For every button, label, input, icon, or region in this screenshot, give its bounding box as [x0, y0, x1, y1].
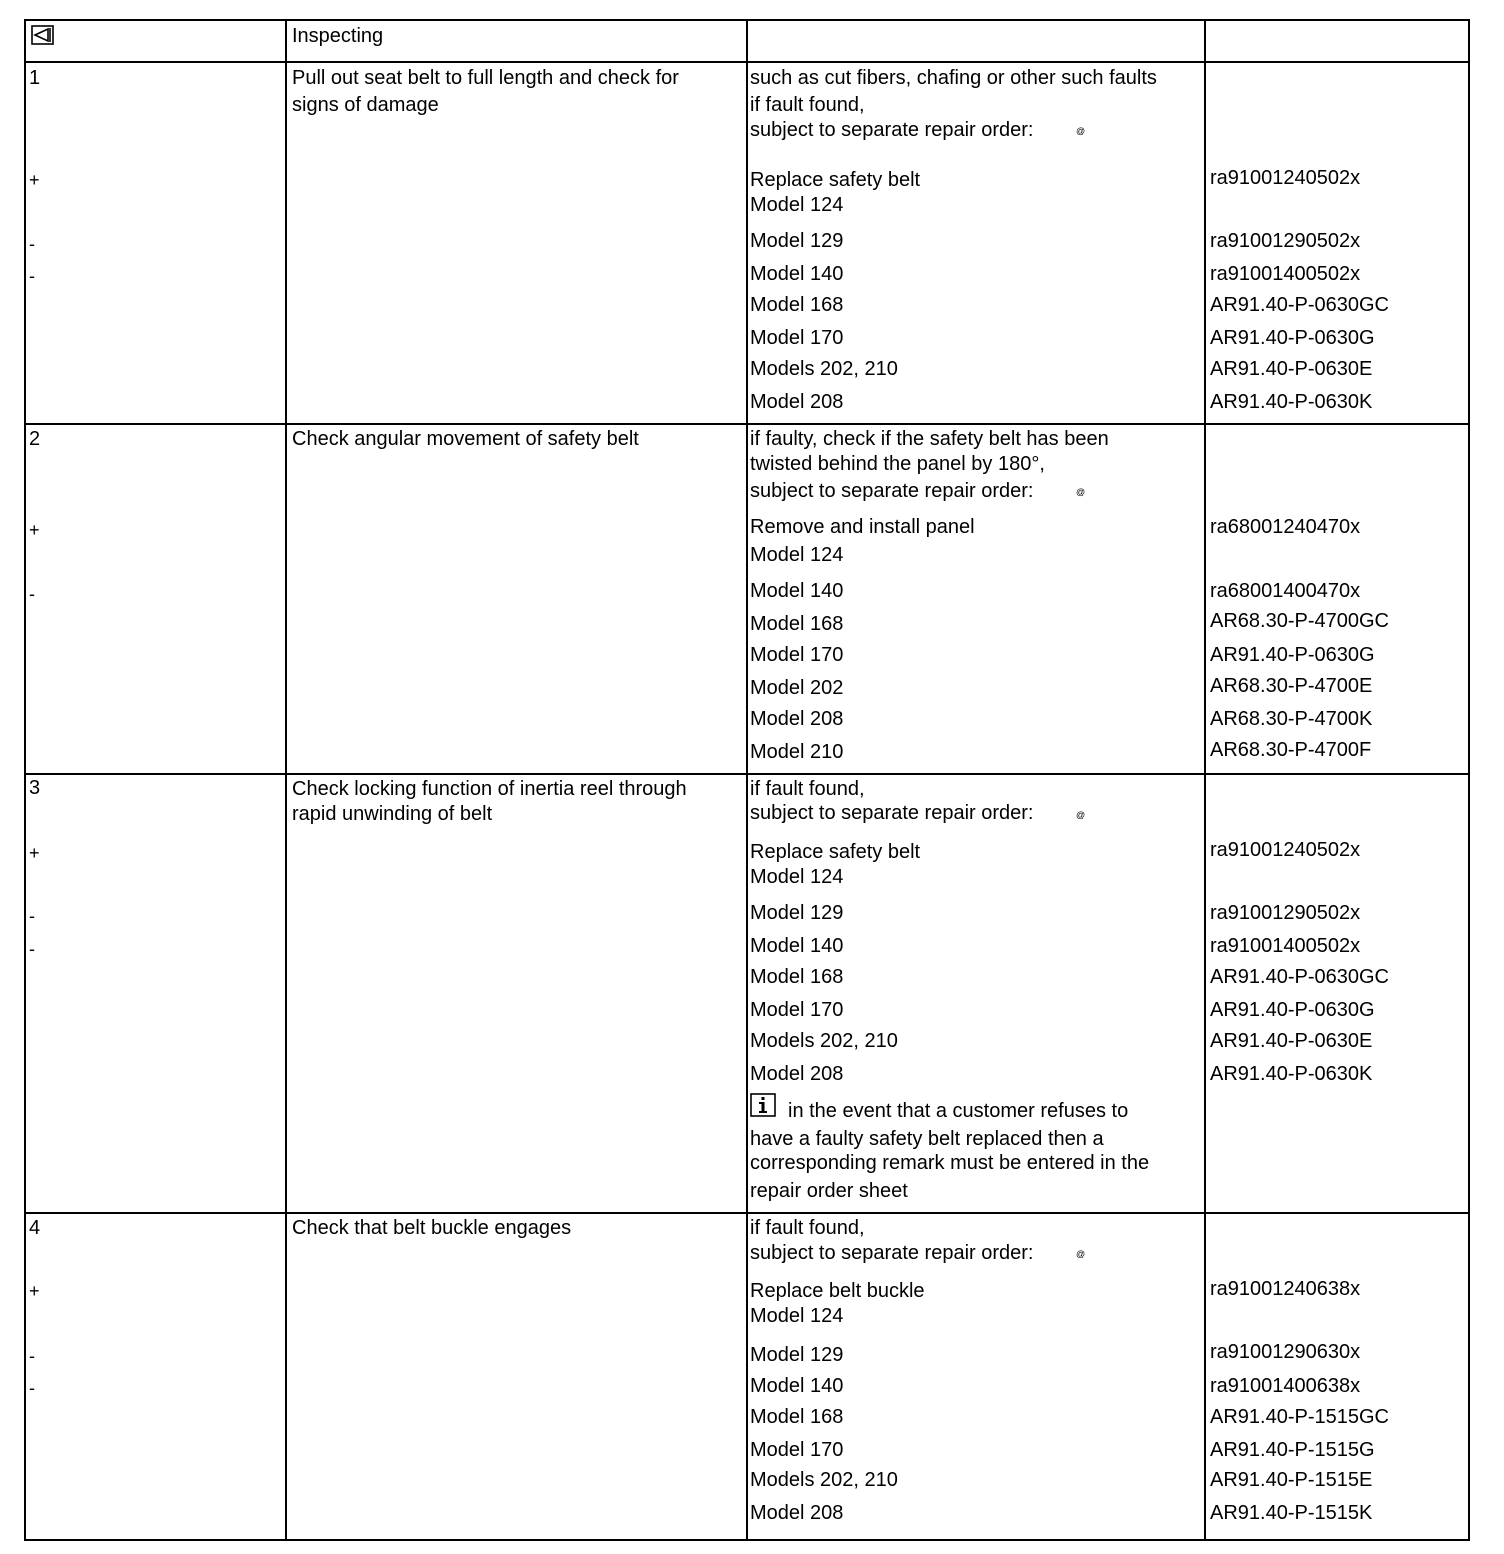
model-label: Model 168	[750, 294, 844, 316]
model-label: Model 170	[750, 327, 844, 349]
repair-reference: AR91.40-P-1515K	[1210, 1502, 1373, 1524]
repair-reference: AR91.40-P-0630G	[1210, 327, 1375, 349]
model-label: Model 129	[750, 1344, 844, 1366]
repair-reference: AR68.30-P-4700E	[1210, 675, 1373, 697]
model-label: Model 170	[750, 644, 844, 666]
step-action: Check that belt buckle engages	[292, 1217, 572, 1239]
model-label: Model 140	[750, 580, 844, 602]
step-note: subject to separate repair order:	[750, 480, 1034, 502]
step-number: 2	[29, 428, 41, 450]
repair-reference: AR91.40-P-0630G	[1210, 999, 1375, 1021]
model-label: Model 208	[750, 708, 844, 730]
variant-marker: -	[29, 906, 35, 926]
model-label: Model 208	[750, 1502, 844, 1524]
repair-reference: ra91001240638x	[1210, 1278, 1361, 1300]
step-number: 1	[29, 67, 41, 89]
step-number: 3	[29, 777, 41, 799]
variant-marker: -	[29, 266, 35, 286]
model-label: Model 168	[750, 966, 844, 988]
variant-marker: -	[29, 234, 35, 254]
repair-reference: AR91.40-P-0630G	[1210, 644, 1375, 666]
variant-marker: +	[29, 170, 40, 190]
repair-reference: ra91001400502x	[1210, 263, 1361, 285]
step-action: signs of damage	[292, 94, 439, 116]
model-label: Model 129	[750, 230, 844, 252]
step-note: if fault found,	[750, 94, 865, 116]
repair-order-icon[interactable]: @	[1076, 487, 1086, 497]
repair-task-title: Remove and install panel	[750, 516, 975, 538]
model-label: Model 210	[750, 741, 844, 763]
step-action: Check locking function of inertia reel through	[292, 778, 687, 800]
model-label: Model 202	[750, 677, 844, 699]
info-icon	[750, 1093, 776, 1117]
column-divider	[285, 20, 287, 1541]
repair-order-icon[interactable]: @	[1076, 1249, 1086, 1259]
repair-reference: ra91001240502x	[1210, 167, 1361, 189]
repair-reference: ra68001240470x	[1210, 516, 1361, 538]
repair-reference: AR68.30-P-4700F	[1210, 739, 1372, 761]
info-note-text: repair order sheet	[750, 1180, 908, 1202]
step-action: Check angular movement of safety belt	[292, 428, 639, 450]
repair-reference: AR91.40-P-0630GC	[1210, 966, 1389, 988]
variant-marker: -	[29, 1378, 35, 1398]
repair-reference: AR68.30-P-4700K	[1210, 708, 1373, 730]
repair-reference: ra91001290630x	[1210, 1341, 1361, 1363]
repair-reference: ra91001400502x	[1210, 935, 1361, 957]
repair-reference: AR91.40-P-0630K	[1210, 1063, 1373, 1085]
variant-marker: -	[29, 584, 35, 604]
step-note: subject to separate repair order:	[750, 1242, 1034, 1264]
repair-reference: AR91.40-P-1515G	[1210, 1439, 1375, 1461]
model-label: Model 170	[750, 999, 844, 1021]
step-note: twisted behind the panel by 180°,	[750, 453, 1045, 475]
step-note: if fault found,	[750, 778, 865, 800]
model-label: Model 140	[750, 1375, 844, 1397]
model-label: Model 168	[750, 1406, 844, 1428]
model-label: Model 208	[750, 1063, 844, 1085]
model-label: Model 129	[750, 902, 844, 924]
variant-marker: +	[29, 520, 40, 540]
repair-task-title: Replace belt buckle	[750, 1280, 925, 1302]
model-label: Models 202, 210	[750, 1030, 898, 1052]
repair-reference: AR91.40-P-0630E	[1210, 1030, 1373, 1052]
variant-marker: +	[29, 1281, 40, 1301]
model-label: Models 202, 210	[750, 1469, 898, 1491]
repair-reference: AR91.40-P-1515GC	[1210, 1406, 1389, 1428]
step-note: such as cut fibers, chafing or other such faults	[750, 67, 1157, 89]
info-note-text: have a faulty safety belt replaced then a	[750, 1128, 1104, 1150]
repair-reference: AR91.40-P-0630E	[1210, 358, 1373, 380]
repair-reference: ra68001400470x	[1210, 580, 1361, 602]
repair-task-title: Replace safety belt	[750, 169, 921, 191]
repair-order-icon[interactable]: @	[1076, 810, 1086, 820]
variant-marker: -	[29, 939, 35, 959]
info-note-text: corresponding remark must be entered in the	[750, 1152, 1150, 1174]
section-title: Inspecting	[292, 25, 384, 47]
column-divider	[746, 20, 748, 1541]
repair-reference: ra91001290502x	[1210, 230, 1361, 252]
step-action: rapid unwinding of belt	[292, 803, 493, 825]
info-note-text: in the event that a customer refuses to	[788, 1100, 1129, 1122]
model-label: Model 140	[750, 935, 844, 957]
repair-reference: ra91001290502x	[1210, 902, 1361, 924]
repair-reference: ra91001240502x	[1210, 839, 1361, 861]
repair-reference: AR91.40-P-0630GC	[1210, 294, 1389, 316]
repair-reference: ra91001400638x	[1210, 1375, 1361, 1397]
column-divider	[24, 20, 26, 1541]
step-number: 4	[29, 1217, 41, 1239]
repair-task-title: Replace safety belt	[750, 841, 921, 863]
model-label: Model 124	[750, 544, 844, 566]
step-note: subject to separate repair order:	[750, 119, 1034, 141]
step-action: Pull out seat belt to full length and check for	[292, 67, 679, 89]
variant-marker: +	[29, 843, 40, 863]
model-label: Model 168	[750, 613, 844, 635]
repair-reference: AR91.40-P-0630K	[1210, 391, 1373, 413]
step-note: if faulty, check if the safety belt has been	[750, 428, 1109, 450]
back-arrow-icon[interactable]	[31, 25, 54, 45]
repair-reference: AR91.40-P-1515E	[1210, 1469, 1373, 1491]
step-note: subject to separate repair order:	[750, 802, 1034, 824]
model-label: Model 124	[750, 866, 844, 888]
variant-marker: -	[29, 1346, 35, 1366]
model-label: Model 140	[750, 263, 844, 285]
model-label: Models 202, 210	[750, 358, 898, 380]
model-label: Model 208	[750, 391, 844, 413]
model-label: Model 170	[750, 1439, 844, 1461]
column-divider	[1468, 20, 1470, 1541]
repair-reference: AR68.30-P-4700GC	[1210, 610, 1389, 632]
column-divider	[1204, 20, 1206, 1541]
step-note: if fault found,	[750, 1217, 865, 1239]
model-label: Model 124	[750, 1305, 844, 1327]
repair-order-icon[interactable]: @	[1076, 126, 1086, 136]
model-label: Model 124	[750, 194, 844, 216]
